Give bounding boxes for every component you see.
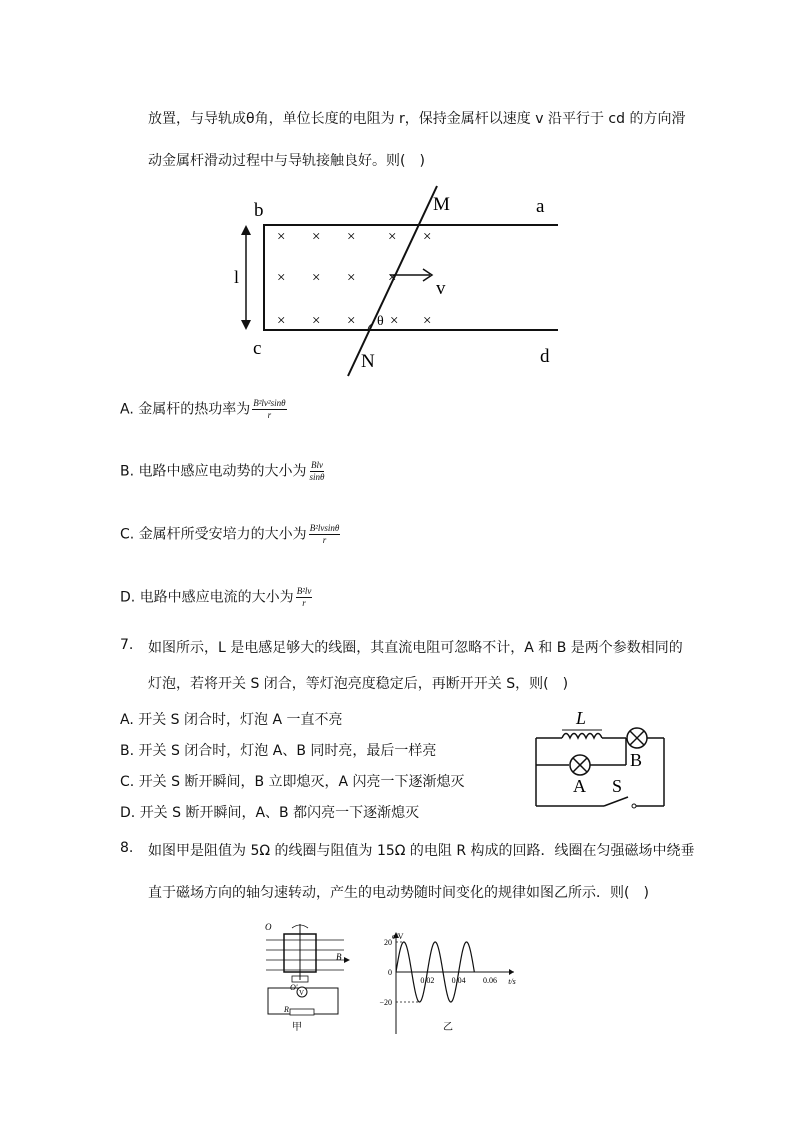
q8-line1: 如图甲是阻值为 5Ω 的线圈与阻值为 15Ω 的电阻 R 构成的回路．线圈在匀强磁场中绕垂 [148, 843, 695, 859]
svg-text:O: O [265, 922, 272, 932]
svg-text:O': O' [290, 983, 298, 992]
svg-text:×: × [277, 313, 286, 329]
resistor-R [290, 1009, 314, 1015]
switch-S [604, 797, 628, 806]
caption-jia: 甲 [292, 1022, 302, 1033]
caption-yi: 乙 [443, 1022, 453, 1033]
svg-text:R: R [284, 1005, 289, 1014]
label-v: v [436, 278, 446, 299]
svg-text:×: × [347, 313, 356, 329]
emf-time-chart [366, 930, 536, 1042]
label-B: B [630, 750, 643, 770]
label-A: A [573, 776, 586, 796]
q6-option-a: A. 金属杆的热功率为 $\frac{\text{B²lv²sinθ}}{r}$ [120, 398, 286, 420]
x-tick-label: 0.02 [420, 976, 435, 985]
y-axis-label: e/V [392, 932, 404, 941]
x-axis-arrow [509, 969, 514, 975]
svg-text:×: × [277, 229, 286, 245]
label-theta: θ [377, 314, 384, 329]
label-M: M [433, 194, 450, 215]
svg-text:×: × [388, 270, 397, 286]
q7-line2: 灯泡，若将开关 S 闭合，等灯泡亮度稳定后，再断开开关 S，则( ) [148, 676, 569, 692]
svg-text:×: × [312, 229, 321, 245]
label-S: S [612, 776, 623, 796]
q7-line1: 如图所示，L 是电感足够大的线圈，其直流电阻可忽略不计，A 和 B 是两个参数相同的 [148, 640, 683, 656]
q6-option-b: B. 电路中感应电动势的大小为 $\frac{\text{Blv}}{\sin\theta}$ [120, 460, 325, 482]
q6-line2: 动金属杆滑动过程中与导轨接触良好。则( ) [148, 153, 425, 169]
svg-text:×: × [423, 229, 432, 245]
q7-option-c: C. 开关 S 断开瞬间，B 立即熄灭，A 闪亮一下逐渐熄灭 [120, 774, 465, 790]
label-a: a [536, 196, 545, 217]
label-l: l [234, 267, 240, 287]
svg-text:×: × [347, 270, 356, 286]
svg-text:×: × [423, 313, 432, 329]
x-axis-label: t/s [508, 977, 516, 986]
svg-text:B: B [336, 952, 342, 962]
generator-figure [262, 918, 357, 1033]
svg-text:×: × [277, 270, 286, 286]
rail-rod-figure [220, 178, 580, 378]
q8-number: 8. [120, 840, 134, 856]
q7-number: 7. [120, 637, 134, 653]
q7-option-a: A. 开关 S 闭合时，灯泡 A 一直不亮 [120, 712, 343, 728]
label-d: d [540, 346, 550, 367]
x-tick-label: 0.04 [451, 976, 466, 985]
inductor-coil [562, 734, 602, 739]
svg-text:V: V [299, 989, 305, 997]
q6-line1: 放置，与导轨成θ角，单位长度的电阻为 r，保持金属杆以速度 v 沿平行于 cd 的方向滑 [148, 111, 686, 127]
circuit-figure [528, 708, 673, 813]
q7-option-d: D. 开关 S 断开瞬间，A、B 都闪亮一下逐渐熄灭 [120, 805, 420, 821]
q7-option-b: B. 开关 S 闭合时，灯泡 A、B 同时亮，最后一样亮 [120, 743, 437, 759]
field-crosses [277, 229, 431, 329]
y-tick-label: −20 [379, 998, 392, 1007]
svg-text:×: × [347, 229, 356, 245]
svg-text:×: × [388, 229, 397, 245]
svg-text:×: × [390, 313, 399, 329]
svg-text:×: × [312, 270, 321, 286]
svg-text:×: × [312, 313, 321, 329]
label-N: N [361, 351, 375, 372]
q6-option-d: D. 电路中感应电流的大小为 $\frac{\text{B²lv}}{r}$ [120, 586, 312, 608]
x-tick-label: 0.06 [483, 976, 497, 985]
label-b: b [254, 200, 264, 221]
label-c: c [253, 338, 262, 359]
q6-option-c: C. 金属杆所受安培力的大小为 $\frac{\text{B²lvsinθ}}{r}$ [120, 523, 340, 545]
y-tick-label: 20 [384, 938, 392, 947]
q8-line2: 直于磁场方向的轴匀速转动，产生的电动势随时间变化的规律如图乙所示．则( ) [148, 885, 649, 901]
y-tick-label: 0 [388, 968, 392, 977]
label-L: L [576, 708, 587, 728]
